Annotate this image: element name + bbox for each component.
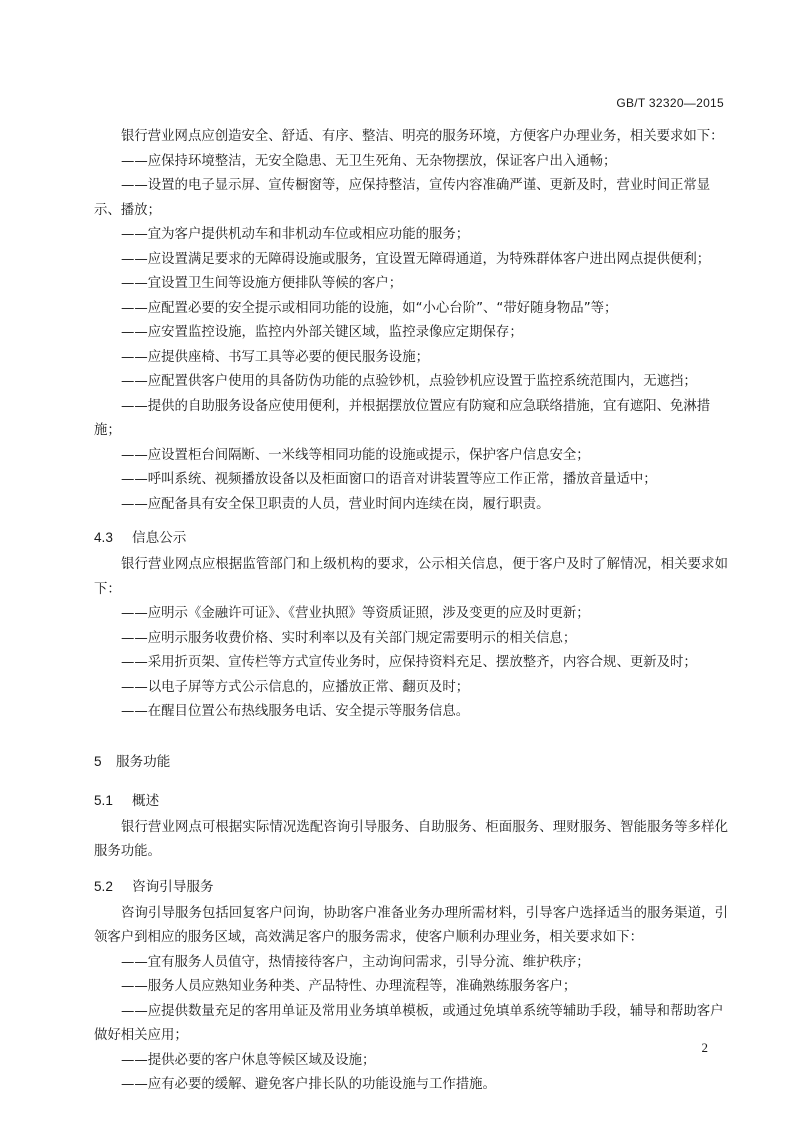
list-item: ——宜为客户提供机动车和非机动车位或相应功能的服务； xyxy=(121,227,470,242)
section-5-2-heading xyxy=(94,875,728,899)
list-item: ——应提供座椅、书写工具等必要的便民服务设施； xyxy=(121,349,429,365)
list-item: ——应设置满足要求的无障碍设施或服务，宜设置无障碍通道，为特殊群体客户进出网点提供便利； xyxy=(121,251,711,267)
page-number: 2 xyxy=(701,1040,708,1055)
section-4-3-list xyxy=(94,602,728,725)
list-item: ——应配备具有安全保卫职责的人员，营业时间内连续在岗，履行职责。 xyxy=(121,496,550,512)
section-4-3-heading xyxy=(94,526,728,550)
list-item: ——以电子屏等方式公示信息的，应播放正常、翻页及时； xyxy=(121,679,470,695)
section-5-2-intro: 咨询引导服务包括回复客户问询，协助客户准备业务办理所需材料，引导客户选择适当的服务渠道，引领客户到相应的服务区域，高效满足客户的服务需求，使客户顺利办理业务，相关要求如下： xyxy=(94,905,728,945)
list-item: ——应明示服务收费价格、实时利率以及有关部门规定需要明示的相关信息； xyxy=(121,630,577,646)
section-number: 4.3 xyxy=(94,530,113,545)
section-number: 5.2 xyxy=(94,878,113,894)
list-item: ——提供必要的客户休息等候区域及设施； xyxy=(121,1052,376,1068)
list-item: ——应配置必要的安全提示或相同功能的设施，如“小心台阶”、“带好随身物品”等； xyxy=(121,300,618,316)
list-item: ——应保持环境整洁，无安全隐患、无卫生死角、无杂物摆放，保证客户出入通畅； xyxy=(121,153,617,169)
list-item: ——服务人员应熟知业务种类、产品特性、办理流程等，准确熟练服务客户； xyxy=(121,979,577,994)
list-item: ——应有必要的缓解、避免客户排长队的功能设施与工作措施。 xyxy=(121,1077,496,1092)
list-item: ——应设置柜台间隔断、一米线等相同功能的设施或提示，保护客户信息安全； xyxy=(121,447,590,463)
list-item: ——宜设置卫生间等设施方便排队等候的客户； xyxy=(121,276,403,291)
section-title: 概述 xyxy=(132,792,160,809)
section-4-2-list xyxy=(94,150,728,518)
section-title: 信息公示 xyxy=(132,530,187,546)
list-item: ——宜有服务人员值守，热情接待客户，主动询问需求，引导分流、维护秩序； xyxy=(121,954,590,970)
section-5-heading xyxy=(94,750,728,774)
list-item: ——应安置监控设施，监控内外部关键区域，监控录像应定期保存； xyxy=(121,325,523,340)
section-5-2-list xyxy=(94,951,728,1098)
section-4-3-intro: 银行营业网点应根据监管部门和上级机构的要求，公示相关信息，便于客户及时了解情况，相关要求如下： xyxy=(94,557,728,597)
document-body xyxy=(94,125,728,1098)
section-5-1-heading xyxy=(94,789,728,813)
section-title: 服务功能 xyxy=(116,753,171,770)
list-item: ——在醒目位置公布热线服务电话、安全提示等服务信息。 xyxy=(121,704,470,719)
section-number: 5.1 xyxy=(94,792,113,808)
section-5-1-intro: 银行营业网点可根据实际情况选配咨询引导服务、自助服务、柜面服务、理财服务、智能服务等多样化服务功能。 xyxy=(94,819,728,859)
section-title: 咨询引导服务 xyxy=(132,878,214,895)
section-number: 5 xyxy=(94,753,102,769)
list-item: ——设置的电子显示屏、宣传橱窗等，应保持整洁，宣传内容准确严谨、更新及时，营业时间正常显示、播放； xyxy=(94,178,711,218)
section-4-2-intro: 银行营业网点应创造安全、舒适、有序、整洁、明亮的服务环境，方便客户办理业务，相关要求如下： xyxy=(121,129,724,144)
list-item: ——应配置供客户使用的具备防伪功能的点验钞机，点验钞机应设置于监控系统范围内，无遮挡； xyxy=(121,374,697,389)
list-item: ——采用折页架、宣传栏等方式宣传业务时，应保持资料充足、摆放整齐，内容合规、更新及时； xyxy=(121,655,697,670)
list-item: ——呼叫系统、视频播放设备以及柜面窗口的语音对讲装置等应工作正常，播放音量适中； xyxy=(121,472,657,487)
list-item: ——提供的自助服务设备应使用便利，并根据摆放位置应有防窥和应急联络措施，宜有遮阳、免淋措施； xyxy=(94,398,711,438)
list-item: ——应明示《金融许可证》、《营业执照》等资质证照，涉及变更的应及时更新； xyxy=(121,606,590,621)
standard-code: GB/T 32320—2015 xyxy=(616,96,724,110)
list-item: ——应提供数量充足的客用单证及常用业务填单模板，或通过免填单系统等辅助手段，辅导和帮助客户做好相关应用； xyxy=(94,1003,724,1043)
